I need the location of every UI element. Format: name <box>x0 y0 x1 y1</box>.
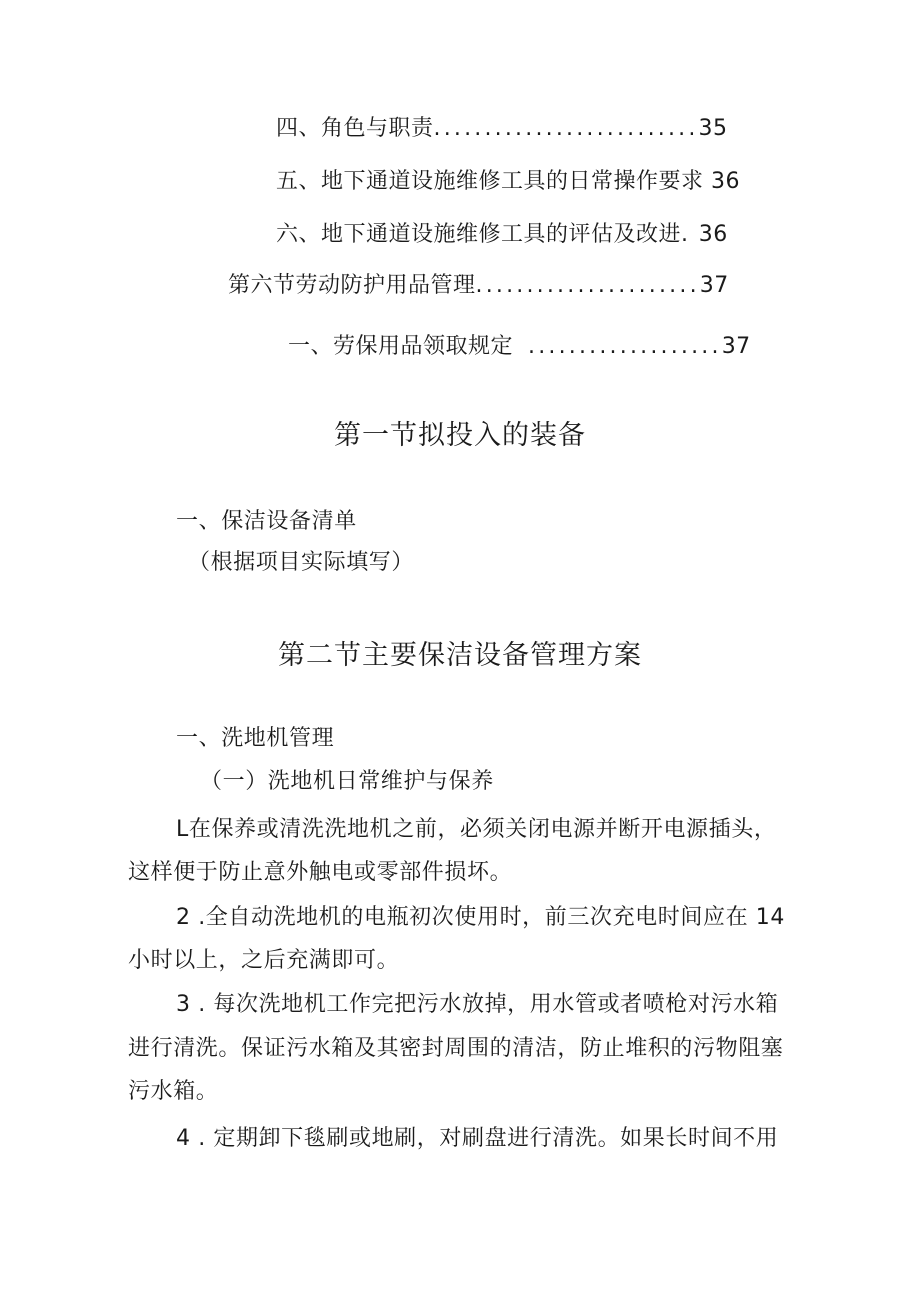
toc-entry[interactable] <box>276 167 740 197</box>
toc-entry-leader: .......................... <box>433 116 699 141</box>
toc-entry[interactable] <box>228 271 729 301</box>
toc-entry-page: 37 <box>721 334 751 359</box>
toc-entry-leader: . <box>681 222 692 247</box>
subsection-title: 一、保洁设备清单 <box>176 509 357 534</box>
paragraph-line: 3 . 每次洗地机工作完把污水放掉，用水管或者喷枪对污水箱 <box>176 992 779 1017</box>
toc-entry[interactable] <box>276 220 728 250</box>
paragraph-line: 污水箱。 <box>128 1079 219 1104</box>
paragraph-line: 这样便于防止意外触电或零部件损坏。 <box>128 860 513 885</box>
toc-entry-leader: ................... <box>528 334 722 359</box>
subsection-title: 一、洗地机管理 <box>176 726 335 751</box>
toc-entry-title: 六、地下通道设施维修工具的评估及改进 <box>276 222 682 247</box>
toc-entry-leader: ...................... <box>475 273 700 298</box>
note-text: （根据项目实际填写） <box>188 550 415 575</box>
toc-entry-title: 第六节劳动防护用品管理 <box>228 273 476 298</box>
paragraph-line: L在保养或清洗洗地机之前，必须关闭电源并断开电源插头， <box>176 817 777 842</box>
paragraph-line: 2 .全自动洗地机的电瓶初次使用时，前三次充电时间应在 14 <box>176 905 785 930</box>
section-heading: 第一节拟投入的装备 <box>334 420 586 451</box>
toc-entry-title: 四、角色与职责 <box>276 116 434 141</box>
section-heading: 第二节主要保洁设备管理方案 <box>278 640 642 671</box>
subsection-subtitle: （一）洗地机日常维护与保养 <box>200 769 494 794</box>
toc-entry-page: 36 <box>698 222 728 247</box>
toc-entry[interactable] <box>288 332 751 362</box>
toc-entry-page: 37 <box>699 273 729 298</box>
toc-entry[interactable] <box>276 114 728 144</box>
paragraph-line: 小时以上，之后充满即可。 <box>128 948 400 973</box>
paragraph-line: 进行清洗。保证污水箱及其密封周围的清洁，防止堆积的污物阻塞 <box>128 1036 784 1061</box>
toc-entry-title: 五、地下通道设施维修工具的日常操作要求 <box>276 169 704 194</box>
toc-entry-page: 36 <box>711 169 741 194</box>
paragraph-line: 4 . 定期卸下毯刷或地刷，对刷盘进行清洗。如果长时间不用 <box>176 1126 779 1151</box>
toc-entry-page: 35 <box>698 116 728 141</box>
toc-entry-title: 一、劳保用品领取规定 <box>288 334 514 359</box>
